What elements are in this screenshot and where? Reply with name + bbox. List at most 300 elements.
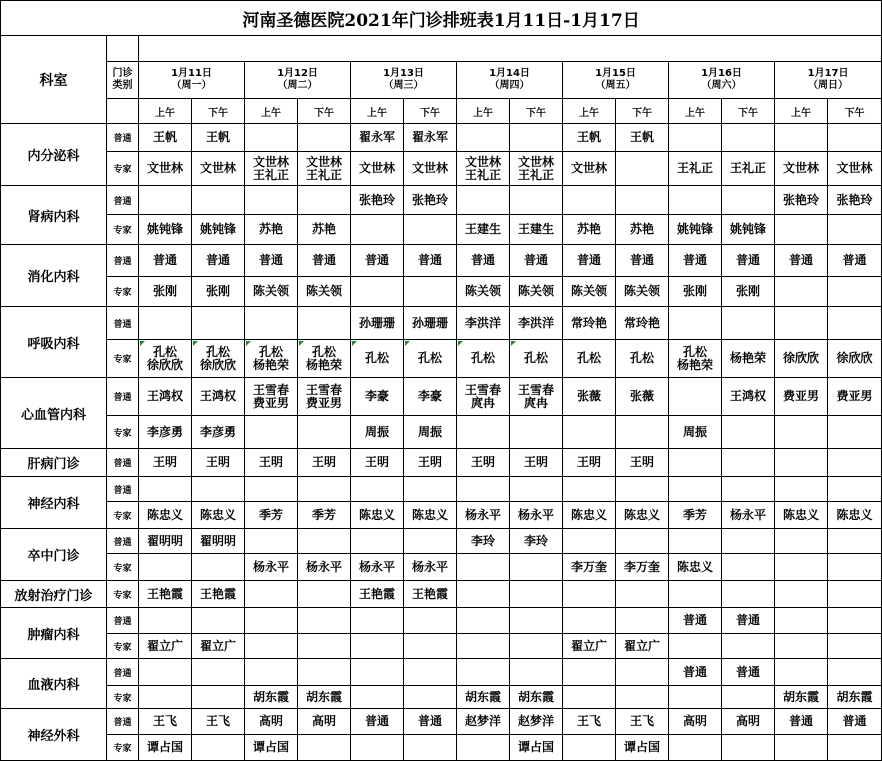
schedule-cell: 文世林	[775, 152, 828, 186]
schedule-cell: 张艳玲	[775, 186, 828, 215]
schedule-cell: 文世林	[563, 152, 616, 186]
schedule-cell: 普通	[722, 659, 775, 686]
schedule-cell: 普通	[722, 608, 775, 634]
clinic-type: 专家	[107, 152, 139, 186]
schedule-cell: 普通	[616, 245, 669, 277]
department-name: 肝病门诊	[1, 449, 107, 477]
schedule-cell	[457, 186, 510, 215]
schedule-cell: 普通	[351, 709, 404, 735]
schedule-cell	[298, 307, 351, 340]
schedule-cell	[828, 735, 882, 761]
table-row	[1, 659, 882, 686]
schedule-cell: 李万奎	[563, 554, 616, 581]
am-header: 上午	[563, 99, 616, 124]
schedule-cell: 胡东霞	[775, 686, 828, 709]
am-header: 上午	[775, 99, 828, 124]
schedule-cell: 周振	[669, 416, 722, 449]
schedule-cell	[563, 477, 616, 502]
day-date: 1月16日	[701, 68, 742, 79]
schedule-cell: 苏艳	[616, 215, 669, 245]
schedule-cell: 李洪洋	[457, 307, 510, 340]
day-weekday: （周五）	[595, 80, 636, 91]
schedule-cell: 姚钝锋	[139, 215, 192, 245]
schedule-cell	[139, 554, 192, 581]
schedule-cell	[775, 307, 828, 340]
schedule-cell	[775, 634, 828, 659]
schedule-cell	[192, 735, 245, 761]
clinic-type: 普通	[107, 186, 139, 215]
schedule-cell: 胡东霞	[457, 686, 510, 709]
schedule-cell	[245, 307, 298, 340]
day-header	[775, 62, 882, 99]
schedule-cell	[775, 735, 828, 761]
schedule-cell: 孙珊珊	[404, 307, 457, 340]
schedule-cell: 普通	[404, 245, 457, 277]
schedule-cell	[404, 477, 457, 502]
schedule-cell: 谭占国	[139, 735, 192, 761]
schedule-cell: 普通	[510, 245, 563, 277]
schedule-cell	[775, 277, 828, 307]
schedule-cell	[351, 659, 404, 686]
dept-column-header: 科室	[1, 36, 107, 124]
schedule-cell: 王艳霞	[404, 581, 457, 608]
clinic-type: 专家	[107, 735, 139, 761]
schedule-cell	[669, 307, 722, 340]
schedule-cell: 王建生	[457, 215, 510, 245]
clinic-type: 专家	[107, 581, 139, 608]
schedule-cell: 李洪洋	[510, 307, 563, 340]
schedule-cell: 李彦勇	[139, 416, 192, 449]
schedule-cell	[722, 449, 775, 477]
department-name: 心血管内科	[1, 378, 107, 449]
clinic-type: 专家	[107, 686, 139, 709]
schedule-cell	[828, 554, 882, 581]
schedule-cell: 王明	[351, 449, 404, 477]
schedule-cell: 孔松 杨艳荣	[669, 340, 722, 378]
schedule-cell: 孔松	[351, 340, 404, 378]
day-date: 1月11日	[171, 68, 212, 79]
schedule-cell: 李万奎	[616, 554, 669, 581]
table-row	[1, 307, 882, 340]
schedule-cell	[298, 477, 351, 502]
table-row	[1, 735, 882, 761]
day-date: 1月14日	[489, 68, 530, 79]
schedule-cell	[616, 477, 669, 502]
schedule-cell: 孔松	[616, 340, 669, 378]
day-header	[245, 62, 351, 99]
schedule-cell	[192, 608, 245, 634]
schedule-cell: 费亚男	[775, 378, 828, 416]
day-weekday: （周六）	[701, 80, 742, 91]
day-weekday: （周三）	[383, 80, 424, 91]
table-row	[1, 340, 882, 378]
schedule-cell	[457, 634, 510, 659]
schedule-cell: 徐欣欣	[828, 340, 882, 378]
schedule-cell: 季芳	[245, 502, 298, 529]
schedule-cell: 王鸿权	[139, 378, 192, 416]
schedule-cell	[722, 634, 775, 659]
schedule-cell	[775, 124, 828, 152]
schedule-cell: 张艳玲	[828, 186, 882, 215]
schedule-cell: 苏艳	[298, 215, 351, 245]
schedule-cell	[775, 659, 828, 686]
schedule-cell: 王明	[457, 449, 510, 477]
schedule-cell	[404, 608, 457, 634]
schedule-cell	[510, 608, 563, 634]
day-weekday: （周二）	[277, 80, 318, 91]
schedule-cell	[245, 124, 298, 152]
schedule-cell	[192, 186, 245, 215]
schedule-cell: 王帆	[192, 124, 245, 152]
schedule-cell	[298, 124, 351, 152]
schedule-cell: 陈忠义	[775, 502, 828, 529]
department-name: 肾病内科	[1, 186, 107, 245]
schedule-cell	[510, 124, 563, 152]
schedule-cell	[298, 581, 351, 608]
day-weekday: （周一）	[171, 80, 212, 91]
schedule-cell	[298, 416, 351, 449]
schedule-cell	[245, 477, 298, 502]
schedule-cell	[828, 416, 882, 449]
schedule-cell	[563, 186, 616, 215]
schedule-cell	[775, 529, 828, 554]
table-row	[1, 215, 882, 245]
schedule-cell	[563, 735, 616, 761]
schedule-cell: 赵梦洋	[510, 709, 563, 735]
schedule-cell: 王鸿权	[192, 378, 245, 416]
schedule-cell: 孔松 徐欣欣	[192, 340, 245, 378]
schedule-cell: 张艳玲	[404, 186, 457, 215]
schedule-cell	[616, 659, 669, 686]
table-row	[1, 554, 882, 581]
schedule-cell: 翟立广	[616, 634, 669, 659]
schedule-cell: 陈关领	[616, 277, 669, 307]
department-name: 内分泌科	[1, 124, 107, 186]
schedule-cell	[775, 554, 828, 581]
schedule-cell	[351, 477, 404, 502]
schedule-cell	[828, 581, 882, 608]
schedule-cell	[457, 416, 510, 449]
schedule-cell	[457, 608, 510, 634]
schedule-cell	[510, 581, 563, 608]
am-header: 上午	[245, 99, 298, 124]
schedule-cell: 王雪春 庹冉	[457, 378, 510, 416]
schedule-cell	[616, 186, 669, 215]
schedule-cell: 文世林	[139, 152, 192, 186]
schedule-cell: 翟永军	[351, 124, 404, 152]
schedule-cell: 王明	[404, 449, 457, 477]
clinic-type: 专家	[107, 215, 139, 245]
schedule-cell: 王艳霞	[139, 581, 192, 608]
schedule-cell	[298, 608, 351, 634]
clinic-type: 专家	[107, 502, 139, 529]
pm-header: 下午	[298, 99, 351, 124]
schedule-cell	[669, 124, 722, 152]
clinic-type: 专家	[107, 554, 139, 581]
schedule-cell	[351, 277, 404, 307]
schedule-cell	[192, 307, 245, 340]
am-header: 上午	[669, 99, 722, 124]
am-header: 上午	[351, 99, 404, 124]
schedule-cell: 王明	[245, 449, 298, 477]
schedule-cell	[722, 124, 775, 152]
schedule-cell	[775, 477, 828, 502]
table-row	[1, 581, 882, 608]
schedule-cell	[457, 659, 510, 686]
schedule-cell: 杨永平	[245, 554, 298, 581]
schedule-cell	[669, 477, 722, 502]
schedule-cell	[457, 477, 510, 502]
schedule-cell	[245, 634, 298, 659]
schedule-cell	[828, 634, 882, 659]
table-row	[1, 502, 882, 529]
schedule-cell	[828, 215, 882, 245]
schedule-cell: 翟立广	[563, 634, 616, 659]
schedule-cell	[563, 529, 616, 554]
schedule-cell	[245, 529, 298, 554]
schedule-cell: 谭占国	[245, 735, 298, 761]
schedule-cell: 王飞	[139, 709, 192, 735]
schedule-cell: 杨永平	[457, 502, 510, 529]
schedule-cell: 李玲	[510, 529, 563, 554]
schedule-cell: 文世林 王礼正	[298, 152, 351, 186]
header-blank-band	[139, 36, 882, 62]
schedule-cell: 孔松	[404, 340, 457, 378]
schedule-cell	[722, 581, 775, 608]
schedule-cell: 王明	[616, 449, 669, 477]
pm-header: 下午	[616, 99, 669, 124]
schedule-cell	[298, 659, 351, 686]
schedule-cell: 赵梦洋	[457, 709, 510, 735]
table-row	[1, 378, 882, 416]
schedule-cell	[245, 608, 298, 634]
schedule-cell	[139, 307, 192, 340]
schedule-cell	[404, 659, 457, 686]
schedule-cell: 陈忠义	[139, 502, 192, 529]
schedule-cell	[563, 659, 616, 686]
schedule-cell	[139, 659, 192, 686]
schedule-cell	[563, 416, 616, 449]
schedule-cell	[669, 449, 722, 477]
pm-header: 下午	[404, 99, 457, 124]
schedule-cell	[245, 659, 298, 686]
schedule-cell: 孙珊珊	[351, 307, 404, 340]
schedule-cell: 普通	[404, 709, 457, 735]
schedule-cell: 文世林	[404, 152, 457, 186]
schedule-cell: 王明	[192, 449, 245, 477]
schedule-cell	[510, 416, 563, 449]
schedule-cell	[245, 416, 298, 449]
schedule-cell: 高明	[298, 709, 351, 735]
page-title: 河南圣德医院2021年门诊排班表1月11日-1月17日	[1, 1, 882, 36]
schedule-cell	[775, 449, 828, 477]
schedule-cell	[351, 735, 404, 761]
schedule-cell	[404, 735, 457, 761]
schedule-cell: 谭占国	[616, 735, 669, 761]
schedule-cell: 张薇	[563, 378, 616, 416]
schedule-cell: 王明	[563, 449, 616, 477]
schedule-cell: 陈忠义	[563, 502, 616, 529]
table-row	[1, 634, 882, 659]
schedule-cell: 李豪	[351, 378, 404, 416]
schedule-cell	[669, 634, 722, 659]
schedule-cell	[828, 529, 882, 554]
table-row	[1, 152, 882, 186]
schedule-cell: 费亚男	[828, 378, 882, 416]
table-row	[1, 277, 882, 307]
schedule-cell	[139, 186, 192, 215]
schedule-cell: 普通	[828, 709, 882, 735]
schedule-cell: 周振	[351, 416, 404, 449]
schedule-cell	[616, 686, 669, 709]
schedule-cell: 高明	[722, 709, 775, 735]
schedule-cell	[192, 554, 245, 581]
schedule-cell	[510, 477, 563, 502]
department-name: 放射治疗门诊	[1, 581, 107, 608]
schedule-cell: 文世林 王礼正	[510, 152, 563, 186]
schedule-cell: 姚钝锋	[722, 215, 775, 245]
schedule-cell	[722, 307, 775, 340]
am-header: 上午	[457, 99, 510, 124]
schedule-cell: 季芳	[298, 502, 351, 529]
schedule-cell	[616, 152, 669, 186]
schedule-cell: 杨永平	[510, 502, 563, 529]
schedule-cell: 陈关领	[563, 277, 616, 307]
pm-header: 下午	[722, 99, 775, 124]
clinic-type: 普通	[107, 378, 139, 416]
schedule-cell: 王飞	[616, 709, 669, 735]
category-header-bottom	[107, 99, 139, 124]
clinic-type: 普通	[107, 529, 139, 554]
schedule-cell: 高明	[245, 709, 298, 735]
schedule-cell	[192, 659, 245, 686]
table-row	[1, 449, 882, 477]
schedule-cell: 李豪	[404, 378, 457, 416]
schedule-cell: 孔松	[457, 340, 510, 378]
schedule-cell: 李玲	[457, 529, 510, 554]
schedule-cell: 姚钝锋	[669, 215, 722, 245]
schedule-cell	[722, 477, 775, 502]
schedule-cell: 翟明明	[139, 529, 192, 554]
schedule-cell: 文世林	[192, 152, 245, 186]
day-weekday: （周日）	[808, 80, 849, 91]
schedule-cell: 王明	[139, 449, 192, 477]
schedule-cell	[192, 477, 245, 502]
schedule-cell	[669, 529, 722, 554]
schedule-cell: 普通	[722, 245, 775, 277]
schedule-cell	[298, 529, 351, 554]
table-row	[1, 477, 882, 502]
schedule-cell: 胡东霞	[510, 686, 563, 709]
schedule-cell	[351, 634, 404, 659]
schedule-cell: 普通	[669, 659, 722, 686]
schedule-cell: 李彦勇	[192, 416, 245, 449]
schedule-cell: 普通	[245, 245, 298, 277]
department-name: 血液内科	[1, 659, 107, 709]
department-name: 消化内科	[1, 245, 107, 307]
schedule-cell: 张刚	[722, 277, 775, 307]
am-header: 上午	[139, 99, 192, 124]
schedule-cell: 陈忠义	[192, 502, 245, 529]
schedule-cell	[828, 608, 882, 634]
schedule-cell: 徐欣欣	[775, 340, 828, 378]
schedule-cell	[351, 686, 404, 709]
schedule-cell: 孔松 杨艳荣	[298, 340, 351, 378]
schedule-cell: 普通	[457, 245, 510, 277]
clinic-type: 专家	[107, 416, 139, 449]
day-weekday: （周四）	[489, 80, 530, 91]
day-date: 1月13日	[383, 68, 424, 79]
schedule-cell	[775, 416, 828, 449]
schedule-cell: 高明	[669, 709, 722, 735]
schedule-cell: 孔松	[563, 340, 616, 378]
schedule-cell: 常玲艳	[616, 307, 669, 340]
schedule-cell	[669, 186, 722, 215]
schedule-cell: 杨永平	[351, 554, 404, 581]
schedule-cell: 陈关领	[457, 277, 510, 307]
schedule-cell: 王雪春 费亚男	[298, 378, 351, 416]
table-row	[1, 686, 882, 709]
schedule-cell: 王飞	[192, 709, 245, 735]
schedule-cell	[563, 686, 616, 709]
clinic-type: 普通	[107, 477, 139, 502]
schedule-cell	[722, 186, 775, 215]
schedule-cell	[722, 735, 775, 761]
schedule-cell	[563, 581, 616, 608]
schedule-cell	[828, 307, 882, 340]
schedule-cell: 胡东霞	[245, 686, 298, 709]
schedule-cell	[669, 378, 722, 416]
schedule-cell	[828, 659, 882, 686]
table-row	[1, 245, 882, 277]
schedule-cell	[563, 608, 616, 634]
schedule-cell	[351, 608, 404, 634]
schedule-cell: 普通	[669, 245, 722, 277]
schedule-cell: 普通	[669, 608, 722, 634]
schedule-cell: 翟立广	[139, 634, 192, 659]
schedule-cell	[510, 186, 563, 215]
schedule-cell: 翟立广	[192, 634, 245, 659]
pm-header: 下午	[192, 99, 245, 124]
schedule-cell	[828, 124, 882, 152]
schedule-cell: 王飞	[563, 709, 616, 735]
schedule-cell: 文世林 王礼正	[245, 152, 298, 186]
schedule-cell: 普通	[828, 245, 882, 277]
schedule-cell	[616, 581, 669, 608]
table-row	[1, 186, 882, 215]
schedule-cell	[404, 277, 457, 307]
schedule-cell	[510, 659, 563, 686]
schedule-cell: 普通	[298, 245, 351, 277]
department-name: 肿瘤内科	[1, 608, 107, 659]
schedule-cell: 张刚	[669, 277, 722, 307]
table-row	[1, 608, 882, 634]
schedule-cell	[616, 608, 669, 634]
department-name: 神经外科	[1, 709, 107, 761]
schedule-cell: 王帆	[563, 124, 616, 152]
schedule-cell: 孔松 杨艳荣	[245, 340, 298, 378]
schedule-cell: 王礼正	[669, 152, 722, 186]
schedule-cell	[245, 186, 298, 215]
schedule-cell: 杨艳荣	[722, 340, 775, 378]
table-row	[1, 416, 882, 449]
schedule-cell: 普通	[351, 245, 404, 277]
department-name: 卒中门诊	[1, 529, 107, 581]
clinic-type: 普通	[107, 659, 139, 686]
schedule-cell	[139, 686, 192, 709]
schedule-cell: 陈忠义	[351, 502, 404, 529]
schedule-cell: 王雪春 庹冉	[510, 378, 563, 416]
